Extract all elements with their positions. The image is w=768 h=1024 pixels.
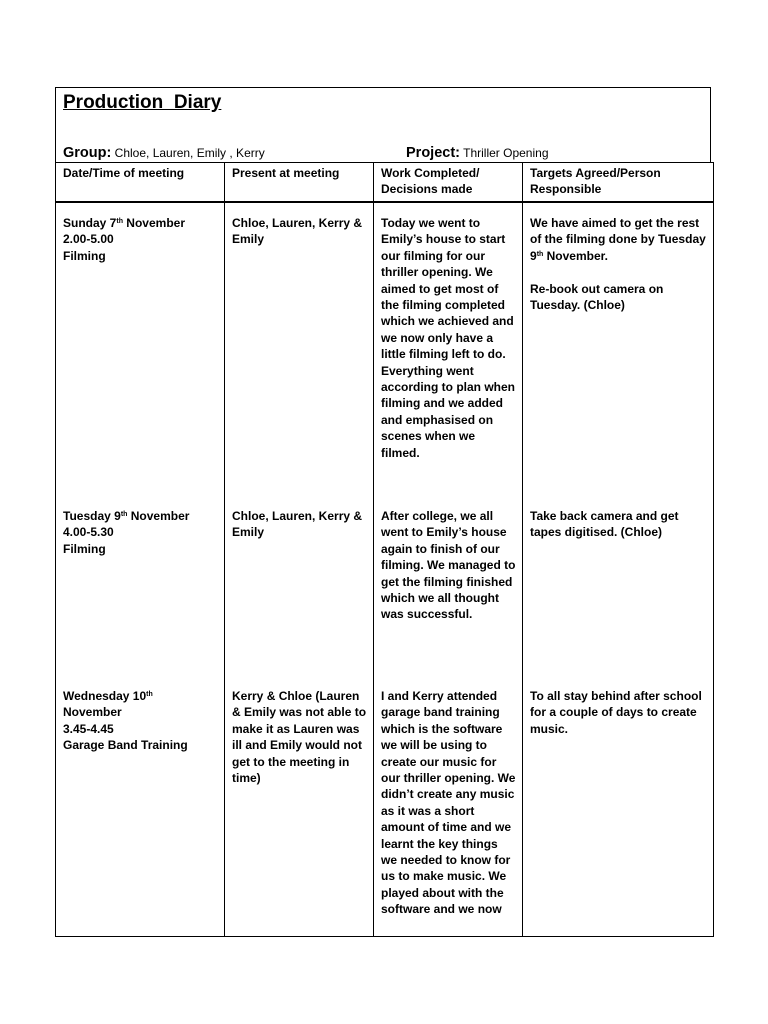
diary-header: [55, 87, 711, 162]
project-info: [406, 145, 549, 161]
group-label: Group:: [63, 145, 112, 161]
meeting-date-cell: Tuesday 9th November 4.00-5.30 Filming: [56, 496, 225, 676]
project-label: Project:: [406, 145, 460, 161]
present-cell: Kerry & Chloe (Lauren & Emily was not able to make it as Lauren was ill and Emily would not get to the meeting in time): [225, 676, 374, 936]
group-info: [63, 145, 265, 161]
targets-cell: We have aimed to get the rest of the filming done by Tuesday 9th November. Re-book out camera on Tuesday. (Chloe): [523, 202, 714, 496]
work-cell: Today we went to Emily’s house to start our filming for our thriller opening. We aimed to get most of the filming completed which we achieved and we now only have a little filming left to do. Everything went according to plan when filming and we added and emphasised on scenes when we filmed.: [374, 202, 523, 496]
page-title: Production Diary: [63, 92, 222, 113]
column-header: Targets Agreed/Person Responsible: [523, 163, 714, 203]
table-row: [56, 202, 714, 496]
table-row: [56, 496, 714, 676]
table-row: [56, 676, 714, 936]
diary-table: [55, 162, 714, 937]
work-cell: After college, we all went to Emily’s house again to finish of our filming. We managed to get the filming finished which we all thought was successful.: [374, 496, 523, 676]
present-cell: Chloe, Lauren, Kerry & Emily: [225, 496, 374, 676]
column-header: Work Completed/ Decisions made: [374, 163, 523, 203]
meeting-date-cell: Wednesday 10th November 3.45-4.45 Garage Band Training: [56, 676, 225, 936]
targets-cell: To all stay behind after school for a couple of days to create music.: [523, 676, 714, 936]
project-name: Thriller Opening: [463, 146, 549, 160]
targets-cell: Take back camera and get tapes digitised. (Chloe): [523, 496, 714, 676]
meeting-date-cell: Sunday 7th November 2.00-5.00 Filming: [56, 202, 225, 496]
group-members: Chloe, Lauren, Emily , Kerry: [114, 146, 265, 160]
present-cell: Chloe, Lauren, Kerry & Emily: [225, 202, 374, 496]
work-cell: I and Kerry attended garage band training which is the software we will be using to create our music for our thriller opening. We didn’t create any music as it was a short amount of time and we learnt the key things we needed to know for us to make music. We played about with the software and we now: [374, 676, 523, 936]
column-header: Present at meeting: [225, 163, 374, 203]
column-header: Date/Time of meeting: [56, 163, 225, 203]
table-header-row: [56, 163, 714, 203]
